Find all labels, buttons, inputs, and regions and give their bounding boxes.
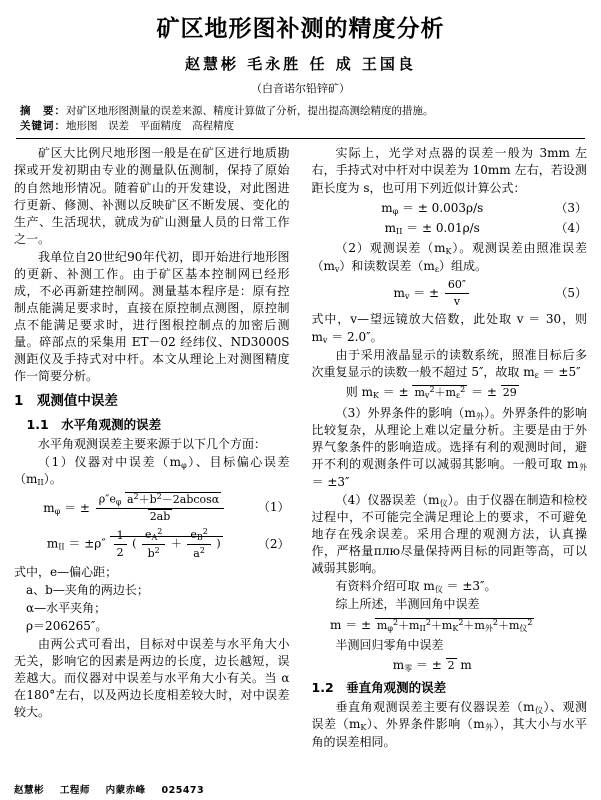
paragraph-html: 由于采用液晶显示的读数系统，照准目标后多次重复显示的读数一般不超过 5″，故取 $m_\varepsilon = \pm 5''$: [311, 347, 587, 380]
abstract-block: [14, 104, 587, 134]
equation-number: （5）: [555, 285, 587, 300]
paragraph-html: 式中，v—望远镜放大倍数，此处取 v ＝ 30，则 $m_v = 2.0''$。: [311, 312, 587, 345]
equation-body: 则 $m_K$ ＝ ± $m_v^2+m_\varepsilon^2$ ＝ ± 29: [345, 385, 517, 401]
header-divider: [16, 138, 585, 139]
equation-body: $m_\varphi$ ＝ ± $\frac{\rho''e_\varphi a^2+b^2-2abcos\alpha}{2ab}$: [14, 492, 256, 525]
paragraph-html: （4）仪器误差$(m_仪)$。由于仪器在制造和检校过程中，不可能完全满足理论上的要求，不可避免地存在残余误差。采用合理的观测方法，认真操作，严格量плю尽量保持两目标的同距等高，可以减弱其影响。: [311, 492, 588, 576]
fraction-numerator: $\rho''e_\varphi$ $a^2+b^2-2abcos\alpha$: [96, 492, 224, 510]
affiliation: （白音诺尔铅锌矿）: [251, 82, 350, 95]
equation-1: [14, 492, 290, 525]
radical: $a^2+b^2-2abcos\alpha$: [126, 491, 220, 506]
paragraph: 水平角观测误差主要来源于以下几个方面：: [38, 436, 267, 451]
paragraph: 矿区大比例尺地形图一般是在矿区进行地质勘探或开发初期由专业的测量队伍测制，保持了原始的自然地形情况。随着矿山的开发建设，对此图进行更新、修测、补测以反映矿区不断发展、变化的生产、生活现状，就成为矿山测量人员的日常工作之一。: [14, 146, 290, 246]
paragraph: 实际上，光学对点器的误差一般为 3mm 左右，手持式对中杆对中误差为 10mm 左右，若设测距长度为 s，也可用下列近似计算公式：: [311, 146, 587, 195]
paragraph: 由两公式可看出，目标对中误差与水平角大小无关，影响它的因素是两边的长度，边长越短，误差越大。而仪器对中误差与水平角大小有关。当 α 在180°左右，以及两边长度相差较大时，对中误差较大。: [14, 637, 290, 720]
equation-7: [312, 617, 588, 634]
right-column: [301, 145, 588, 749]
equation-5: [312, 278, 588, 309]
radical: 29: [502, 386, 517, 400]
equation-body: $m_{II} = \pm\rho''$ $\frac{1}{2}$ ( $\frac{e_A^2}{b^2}$ ＋ $\frac{e_B^2}{a^2}$ ): [46, 527, 221, 561]
paragraph: α—水平夹角；: [26, 601, 107, 616]
equation-4: [312, 220, 588, 237]
abstract-label: 摘 要：: [20, 105, 66, 117]
equation-body: $m_v$ ＝ ± $\frac{60''}{v}$: [312, 278, 554, 309]
footer-author: 赵慧彬: [14, 785, 45, 796]
paragraph-html: （1）仪器对中误差$(m_\varphi)$、目标偏心误差$(m_{II})$。: [14, 454, 290, 488]
equation-number: （1）: [257, 500, 290, 515]
fraction: $\frac{e_A^2}{b^2}$: [142, 527, 165, 561]
radical: 2: [447, 658, 455, 672]
equation-body: m ＝ ± $m_\varphi^2+m_{II}^2+m_K^2+m_外^2+m_仪^2$: [330, 617, 533, 633]
equation-3: [312, 200, 588, 217]
paragraph-html: 垂直角观测误差主要有仪器误差$(m_仪)$、观测误差$(m_K)$、外界条件影响$(m_外)$，其大小与水平角的误差相同。: [311, 700, 587, 749]
keywords-line: [20, 119, 581, 134]
equation-number: （4）: [555, 221, 587, 236]
radical: $\frac{1}{2}$ ( $\frac{e_A^2}{b^2}$ ＋ $\frac{e_B^2}{a^2}$ ): [110, 527, 223, 561]
radical: $m_\varphi^2+m_{II}^2+m_K^2+m_外^2+m_仪^2$: [376, 617, 533, 633]
paragraph: 半测回归零角中误差: [335, 637, 444, 652]
abstract-line: [20, 104, 581, 119]
fraction: $\frac{1}{2}$: [114, 529, 127, 560]
abstract-text: 对矿区地形图测量的误差来源、精度计算做了分析，提出提高测绘精度的措施。: [66, 105, 434, 117]
equation-8: [312, 657, 588, 674]
paragraph-html: 有资料介绍可取 $m_仪 = \pm 3''$。: [335, 579, 497, 595]
subsection-heading-1-1: 1.1 水平角观测的误差: [26, 417, 162, 433]
footer-author-info: [14, 782, 216, 796]
radical: 2ab: [149, 510, 171, 524]
keywords-text: 地形图 误差 平面精度 高程精度: [66, 120, 234, 133]
radical: $m_v^2+m_\varepsilon^2$: [414, 385, 466, 401]
footer-place: 内蒙赤峰: [105, 785, 146, 796]
author-list: 赵慧彬 毛永胜 任 成 王国良: [185, 55, 416, 73]
fraction: [96, 492, 224, 525]
footer-code: 025473: [161, 785, 205, 796]
subsection-heading-1-2: 1.2 垂直角观测的误差: [311, 680, 447, 696]
left-column: [14, 145, 301, 741]
equation-2: [14, 527, 290, 561]
footer-role: 工程师: [59, 785, 90, 796]
paragraph: 我单位自20世纪90年代初，即开始进行地形图的更新、补测工作。由于矿区基本控制网已经形成，不必再新建控制网。测量基本程序是：原有控制点能满足要求时，直接在原控制点测图，原控制点不能满足要求时，进行图根控制点的加密后测量。碎部点的采集用 ET－02 经纬仪、ND3000S 测距仪及手持式对中杆。本文从理论上对测图精度作一简要分析。: [14, 249, 290, 383]
equation-6: [312, 384, 588, 402]
equation-body: $m_零$ ＝ ± 2 m: [392, 657, 472, 673]
equation-body: $m_{II}$ ＝ ± 0.01ρ/s: [384, 220, 480, 236]
fraction: $\frac{e_B^2}{a^2}$: [187, 527, 211, 561]
equation-number: （3）: [555, 200, 587, 215]
equation-number: （2）: [257, 536, 290, 551]
paragraph-html: （2）观测误差$(m_K)$。观测误差由照准误差$(m_v)$和读数误差$(m_\varepsilon)$组成。: [311, 241, 587, 274]
paragraph: 式中，e—偏心距；: [14, 565, 118, 580]
fraction-denominator: [96, 509, 224, 524]
equation-body: $m_\varphi$ ＝ ± 0.003ρ/s: [381, 200, 484, 216]
page-title: 矿区地形图补测的精度分析: [156, 15, 445, 42]
fraction: $\frac{60''}{v}$: [445, 278, 469, 309]
paragraph: ρ＝206265″。: [26, 619, 108, 634]
paragraph: a、b—夹角的两边长；: [26, 583, 149, 598]
section-heading-1: 1 观测值中误差: [14, 392, 118, 409]
paragraph-html: （3）外界条件的影响$(m_外)$。外界条件的影响比较复杂，从理论上难以定量分析。主要是由于外界气象条件的影响造成。选择有利的观测时间，避开不利的观测条件可以减弱其影响。一般可取 $m_外 = \pm 3''$: [311, 405, 588, 489]
paragraph: 综上所述，半测回角中误差: [335, 597, 480, 612]
two-column-body: [14, 145, 588, 749]
keywords-label: 关键词：: [20, 120, 66, 133]
